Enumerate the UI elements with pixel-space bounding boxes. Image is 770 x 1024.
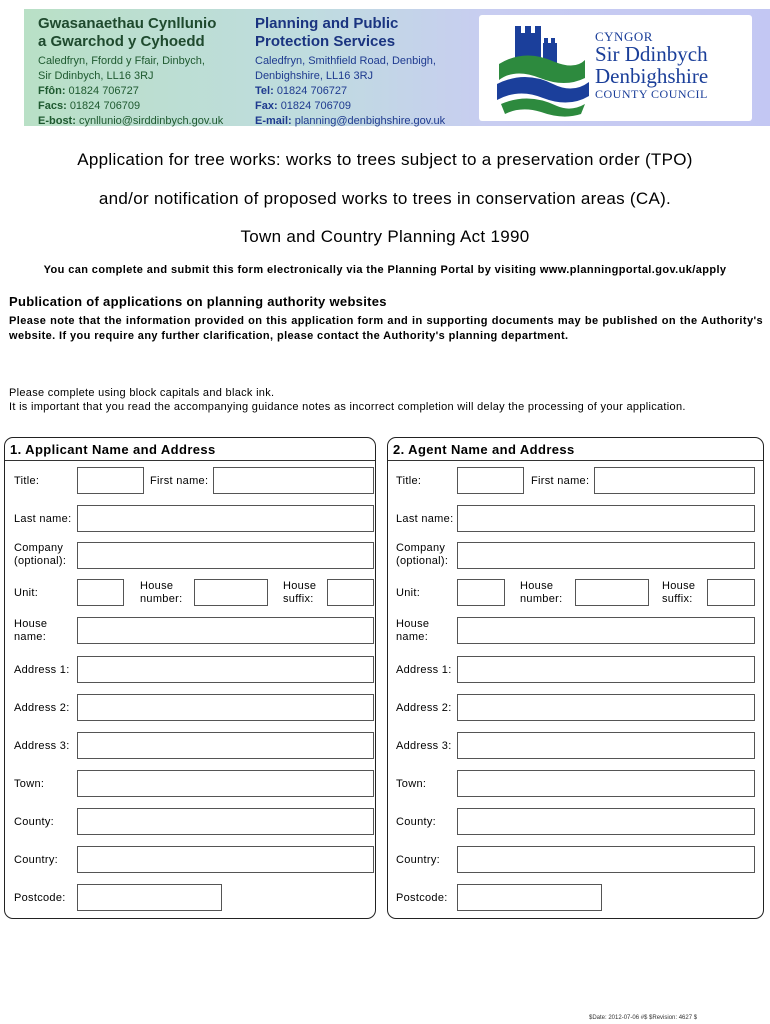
welsh-contact-block <box>38 15 223 129</box>
welsh-service-title-2: a Gwarchod y Cyhoedd <box>38 33 205 50</box>
agent-house-name-label-line1: House <box>396 618 430 630</box>
applicant-company-label <box>14 542 66 568</box>
applicant-company-label-line1: Company <box>14 542 64 554</box>
agent-house-name-label <box>396 618 429 644</box>
english-service-title-1: Planning and Public <box>255 15 399 32</box>
agent-company-input[interactable] <box>457 542 755 569</box>
agent-address1-input[interactable] <box>457 656 755 683</box>
agent-house-suffix-input[interactable] <box>707 579 755 606</box>
agent-section <box>387 437 764 919</box>
agent-town-input[interactable] <box>457 770 755 797</box>
applicant-town-input[interactable] <box>77 770 374 797</box>
welsh-phone: 01824 706727 <box>68 85 139 97</box>
agent-address3-input[interactable] <box>457 732 755 759</box>
english-contact-block <box>255 15 445 129</box>
agent-country-input[interactable] <box>457 846 755 873</box>
logo-county-council: COUNTY COUNCIL <box>595 87 708 101</box>
castle-hills-emblem-icon <box>485 18 595 118</box>
applicant-house-name-label-line2: name: <box>14 631 47 643</box>
applicant-section-title: 1. Applicant Name and Address <box>5 438 375 461</box>
applicant-house-name-label-line1: House <box>14 618 48 630</box>
english-service-title-2: Protection Services <box>255 33 396 50</box>
welsh-email[interactable]: cynllunio@sirddinbych.gov.uk <box>78 115 224 127</box>
agent-country-label: Country: <box>396 854 440 866</box>
applicant-house-suffix-label <box>283 580 316 606</box>
agent-title-input[interactable] <box>457 467 524 494</box>
applicant-title-input[interactable] <box>77 467 144 494</box>
agent-house-number-label-line1: House <box>520 580 554 592</box>
english-address-1: Caledfryn, Smithfield Road, Denbigh, <box>255 55 436 67</box>
agent-address3-label: Address 3: <box>396 740 452 752</box>
revision-footer: $Date: 2012-07-06 #$ $Revision: 4627 $ <box>589 1015 698 1021</box>
applicant-section <box>4 437 376 919</box>
applicant-house-suffix-label-line1: House <box>283 580 317 592</box>
agent-company-label-line1: Company <box>396 542 446 554</box>
applicant-country-label: Country: <box>14 854 58 866</box>
english-phone-label: Tel: <box>255 85 274 97</box>
form-title-line-1: Application for tree works: works to trees subject to a preservation order (TPO) <box>77 150 693 169</box>
agent-house-suffix-label <box>662 580 695 606</box>
english-email[interactable]: planning@denbighshire.gov.uk <box>294 115 446 127</box>
agent-postcode-label: Postcode: <box>396 892 448 904</box>
agent-house-number-input[interactable] <box>575 579 649 606</box>
publication-heading: Publication of applications on planning authority websites <box>9 294 387 309</box>
applicant-first-name-label: First name: <box>150 475 209 487</box>
agent-house-number-label <box>520 580 562 606</box>
english-email-label: E-mail: <box>255 115 292 127</box>
welsh-email-label: E-bost: <box>38 115 76 127</box>
welsh-fax-label: Facs: <box>38 100 67 112</box>
agent-last-name-input[interactable] <box>457 505 755 532</box>
completion-instructions <box>9 386 686 414</box>
welsh-service-title-1: Gwasanaethau Cynllunio <box>38 15 217 32</box>
applicant-house-number-label <box>140 580 182 606</box>
applicant-address2-label: Address 2: <box>14 702 70 714</box>
applicant-town-label: Town: <box>14 778 45 790</box>
council-logo <box>479 15 752 121</box>
agent-address1-label: Address 1: <box>396 664 452 676</box>
logo-sir-ddinbych: Sir Ddinbych <box>595 42 708 66</box>
applicant-house-suffix-input[interactable] <box>327 579 374 606</box>
agent-first-name-label: First name: <box>531 475 590 487</box>
applicant-postcode-input[interactable] <box>77 884 222 911</box>
applicant-first-name-input[interactable] <box>213 467 374 494</box>
agent-company-label <box>396 542 448 568</box>
agent-company-label-line2: (optional): <box>396 555 449 567</box>
applicant-address1-label: Address 1: <box>14 664 70 676</box>
agent-house-name-input[interactable] <box>457 617 755 644</box>
applicant-house-number-label-line1: House <box>140 580 174 592</box>
welsh-fax: 01824 706709 <box>69 100 141 112</box>
applicant-company-label-line2: (optional): <box>14 555 67 567</box>
agent-house-suffix-label-line1: House <box>662 580 696 592</box>
agent-address2-input[interactable] <box>457 694 755 721</box>
form-title-act: Town and Country Planning Act 1990 <box>240 227 530 246</box>
english-fax: 01824 706709 <box>280 100 352 112</box>
logo-cyngor: CYNGOR <box>595 29 653 44</box>
applicant-county-input[interactable] <box>77 808 374 835</box>
applicant-address1-input[interactable] <box>77 656 374 683</box>
agent-county-input[interactable] <box>457 808 755 835</box>
applicant-last-name-input[interactable] <box>77 505 374 532</box>
agent-last-name-label: Last name: <box>396 513 454 525</box>
applicant-unit-label: Unit: <box>14 587 39 599</box>
applicant-county-label: County: <box>14 816 55 828</box>
publication-notice: Please note that the information provided on this application form and in supporting documents may be published on the Authority's website. If you require any further clarification, please contact the Authority's planning department. <box>9 315 763 342</box>
applicant-last-name-label: Last name: <box>14 513 72 525</box>
applicant-title-label: Title: <box>14 475 40 487</box>
applicant-house-number-label-line2: number: <box>140 593 183 605</box>
applicant-unit-input[interactable] <box>77 579 124 606</box>
applicant-company-input[interactable] <box>77 542 374 569</box>
agent-unit-label: Unit: <box>396 587 421 599</box>
agent-first-name-input[interactable] <box>594 467 755 494</box>
agent-house-suffix-label-line2: suffix: <box>662 593 693 605</box>
instruction-line-2: It is important that you read the accompanying guidance notes as incorrect completion will delay the processing of your application. <box>9 401 686 413</box>
agent-county-label: County: <box>396 816 437 828</box>
agent-address2-label: Address 2: <box>396 702 452 714</box>
applicant-house-suffix-label-line2: suffix: <box>283 593 314 605</box>
applicant-house-name-label <box>14 618 47 644</box>
logo-denbighshire: Denbighshire <box>595 64 709 88</box>
english-fax-label: Fax: <box>255 100 278 112</box>
agent-town-label: Town: <box>396 778 427 790</box>
applicant-country-input[interactable] <box>77 846 374 873</box>
planning-portal-notice: You can complete and submit this form electronically via the Planning Portal by visiting www.planningportal.gov.uk/apply <box>43 264 727 276</box>
agent-section-title: 2. Agent Name and Address <box>388 438 763 461</box>
agent-unit-input[interactable] <box>457 579 505 606</box>
applicant-address2-input[interactable] <box>77 694 374 721</box>
english-address-2: Denbighshire, LL16 3RJ <box>255 70 374 82</box>
applicant-house-number-input[interactable] <box>194 579 268 606</box>
agent-title-label: Title: <box>396 475 422 487</box>
welsh-address-2: Sir Ddinbych, LL16 3RJ <box>38 70 154 82</box>
applicant-address3-label: Address 3: <box>14 740 70 752</box>
agent-house-number-label-line2: number: <box>520 593 563 605</box>
agent-house-name-label-line2: name: <box>396 631 429 643</box>
form-title-line-2: and/or notification of proposed works to trees in conservation areas (CA). <box>98 189 672 208</box>
welsh-address-1: Caledfryn, Ffordd y Ffair, Dinbych, <box>38 55 205 67</box>
applicant-address3-input[interactable] <box>77 732 374 759</box>
applicant-postcode-label: Postcode: <box>14 892 66 904</box>
english-phone: 01824 706727 <box>276 85 348 97</box>
instruction-line-1: Please complete using block capitals and black ink. <box>9 387 275 399</box>
agent-postcode-input[interactable] <box>457 884 602 911</box>
welsh-phone-label: Ffôn: <box>38 85 66 97</box>
letterhead-banner <box>24 9 770 126</box>
applicant-house-name-input[interactable] <box>77 617 374 644</box>
